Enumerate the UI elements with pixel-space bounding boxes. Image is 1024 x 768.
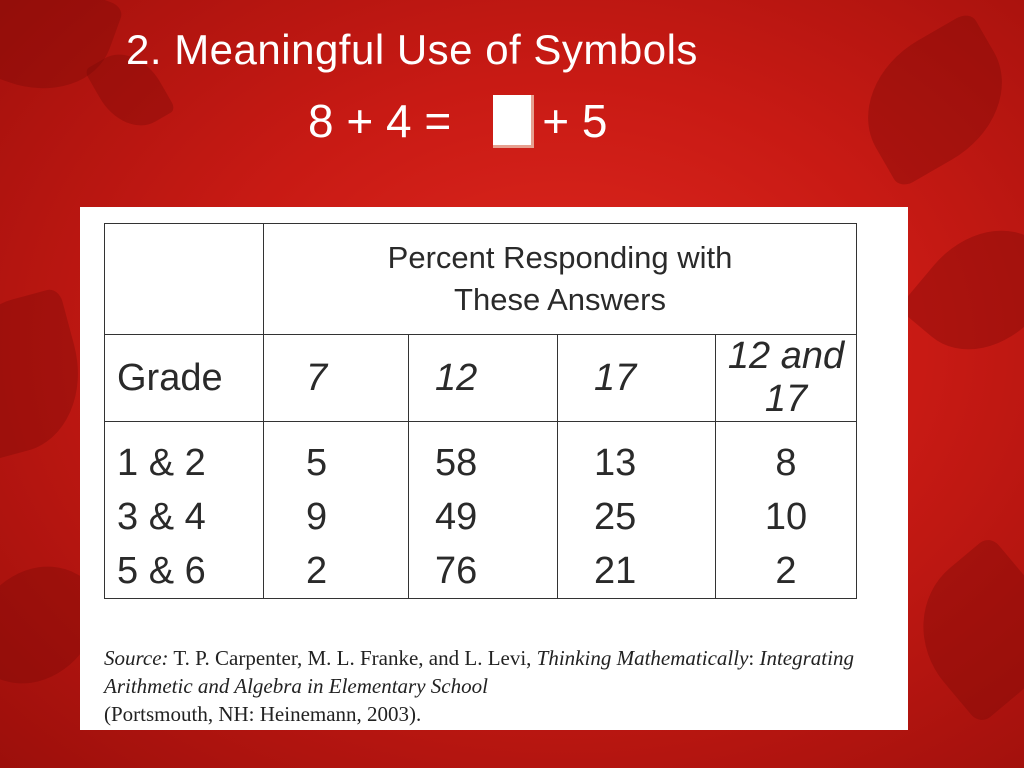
equation-right: + 5 bbox=[542, 95, 608, 147]
value-cell: 25 bbox=[594, 496, 637, 538]
answer-12-column bbox=[409, 422, 558, 599]
answer-header: 12 bbox=[409, 335, 558, 422]
grade-cell: 1 & 2 bbox=[117, 442, 206, 484]
table-header-cell bbox=[264, 224, 857, 335]
source-label: Source: bbox=[104, 646, 169, 670]
answer-box bbox=[493, 95, 534, 148]
source-book-title: Thinking Mathematically bbox=[536, 646, 749, 670]
value-cell: 8 bbox=[775, 442, 797, 484]
value-cell: 2 bbox=[306, 550, 328, 592]
value-cell: 13 bbox=[594, 442, 637, 484]
background-leaf bbox=[840, 11, 1024, 190]
answer-row bbox=[105, 335, 857, 422]
values-row bbox=[105, 422, 857, 599]
source-authors: T. P. Carpenter, M. L. Franke, and L. Levi, bbox=[173, 646, 532, 670]
answer-17-column bbox=[558, 422, 716, 599]
grade-column-label: Grade bbox=[105, 335, 264, 422]
answer-header: 7 bbox=[264, 335, 409, 422]
table-panel bbox=[80, 207, 908, 730]
grade-cell: 5 & 6 bbox=[117, 550, 206, 592]
value-cell: 49 bbox=[435, 496, 478, 538]
table-header-row bbox=[105, 224, 857, 335]
value-cell: 2 bbox=[775, 550, 797, 592]
table-header: Percent Responding with These Answers bbox=[387, 240, 733, 317]
source-colon: : bbox=[748, 646, 755, 670]
source-publisher: (Portsmouth, NH: Heinemann, 2003). bbox=[104, 702, 422, 726]
equation bbox=[308, 94, 607, 148]
equation-left: 8 + 4 = bbox=[308, 95, 452, 147]
header-blank-cell bbox=[105, 224, 264, 335]
value-cell: 76 bbox=[435, 550, 478, 592]
results-table bbox=[104, 223, 857, 599]
answer-header: 17 bbox=[558, 335, 716, 422]
value-cell: 10 bbox=[764, 496, 808, 538]
grade-cell: 3 & 4 bbox=[117, 496, 206, 538]
source-book-subtitle: Integrating Arithmetic and Algebra in Elementary School bbox=[104, 646, 854, 698]
background-leaf bbox=[898, 201, 1024, 379]
answer-header: 12 and 17 bbox=[716, 335, 857, 422]
grade-column bbox=[105, 422, 264, 599]
value-cell: 5 bbox=[306, 442, 328, 484]
source-citation bbox=[104, 644, 884, 728]
value-cell: 58 bbox=[435, 442, 478, 484]
answer-7-column bbox=[264, 422, 409, 599]
answer-12-and-17-column bbox=[716, 422, 857, 599]
value-cell: 21 bbox=[594, 550, 637, 592]
background-leaf bbox=[890, 535, 1024, 726]
slide-title: 2. Meaningful Use of Symbols bbox=[126, 26, 698, 73]
value-cell: 9 bbox=[306, 496, 328, 538]
